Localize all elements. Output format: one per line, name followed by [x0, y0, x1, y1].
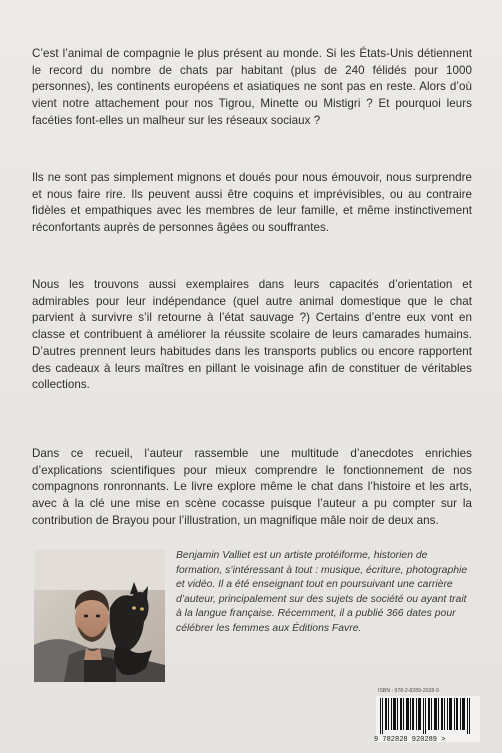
paragraph-4: Dans ce recueil, l’auteur rassemble une multitude d’anecdotes enrichies d’explications scientifiques pour mieux comprendre le fonctionnement de nos compagnons ronronnants. Le livre explore même le chat dans l’histoire et les arts, avec à la clé une mise en scène cocasse puisque l’auteur a pu compter sur la contribution de Brayou pour l’illustration, un magnifique mâle noir de deux ans. — [32, 447, 472, 527]
author-bio: Benjamin Valliet est un artiste protéiforme, historien de formation, s’intéressant à tout : musique, écriture, photographie et vidéo. Il a été enseignant tout en poursuivant une carrière d’auteur, principalement sur des sujets de société ou ayant trait à la langue française. Récemment, il a publié 366 dates pour célébrer les femmes aux Éditions Favre. — [176, 550, 468, 634]
isbn-text: ISBN : 978-2-8289-2028-9 — [378, 688, 439, 694]
author-photo — [34, 550, 165, 682]
paragraph-2: Ils ne sont pas simplement mignons et doués pour nous émouvoir, nous surprendre et nous faire rire. Ils peuvent aussi être coquins et imprévisibles, ou au contraire fidèles et empathiques avec les membres de leur famille, et même instinctivement réconfortants auprès de personnes âgées ou souffrantes. — [32, 171, 472, 235]
author-with-cat-image — [34, 550, 165, 682]
paragraph-1: C’est l’animal de compagnie le plus présent au monde. Si les États-Unis détiennent le record du nombre de chats par habitant (plus de 240 félidés pour 1000 personnes), les continents européens et asiatiques ne sont pas en reste. Alors d’où vient notre attachement pour nos Tigrou, Minette ou Mistigri ? Et pourquoi leurs facéties font-elles un malheur sur les réseaux sociaux ? — [32, 47, 472, 127]
paragraph-3: Nous les trouvons aussi exemplaires dans leurs capacités d’orientation et admirables pour leur indépendance (quel autre animal domestique que le chat parvient à survivre s’il retourne à l’état sauvage ?) Certains d’entre eux vont en classe et contribuent à améliorer la réussite scolaire de leurs camarades humains. D’autres prennent leurs habitudes dans les transports publics ou encore rapportent des cadeaux à leurs maîtres en pillant le voisinage afin de constituer de véritables collections. — [32, 278, 472, 392]
barcode-number: 9 782828 920289 > — [374, 736, 446, 744]
